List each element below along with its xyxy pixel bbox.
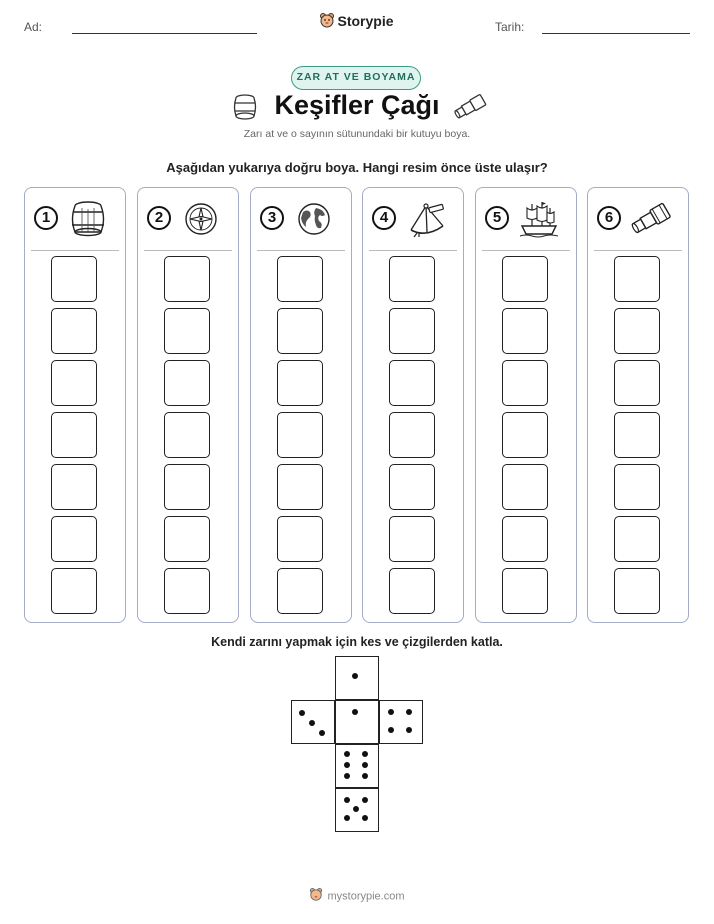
color-box[interactable] [277, 464, 323, 510]
dice-face-1 [335, 700, 379, 744]
dice-pip [344, 815, 350, 821]
dice-pip [309, 720, 315, 726]
color-box[interactable] [51, 464, 97, 510]
page-subtitle: Zarı at ve o sayının sütunundaki bir kutuyu boya. [243, 128, 471, 140]
color-box[interactable] [614, 516, 660, 562]
dice-pip [362, 773, 368, 779]
storypie-bear-icon [309, 888, 323, 905]
storypie-bear-icon [320, 13, 334, 32]
color-box[interactable] [614, 360, 660, 406]
color-box[interactable] [502, 412, 548, 458]
dice-face-1 [335, 656, 379, 700]
column-divider [369, 250, 457, 251]
barrel-icon [67, 200, 109, 238]
color-box[interactable] [164, 568, 210, 614]
color-box[interactable] [614, 256, 660, 302]
dice-pip [362, 815, 368, 821]
dice-face-3 [291, 700, 335, 744]
dice-pip [344, 773, 350, 779]
dice-face-4 [379, 700, 423, 744]
telescope-icon [630, 200, 672, 238]
color-box[interactable] [277, 412, 323, 458]
sextant-icon [405, 200, 447, 238]
dice-face-6 [335, 744, 379, 788]
color-box[interactable] [389, 308, 435, 354]
column-divider [257, 250, 345, 251]
dice-face-5 [335, 788, 379, 832]
telescope-icon [453, 93, 487, 121]
dice-pip [406, 709, 412, 715]
color-box[interactable] [164, 464, 210, 510]
color-box[interactable] [389, 256, 435, 302]
dice-pip [406, 727, 412, 733]
column-number: 6 [597, 206, 621, 230]
dice-pip [388, 727, 394, 733]
dice-pip [352, 673, 358, 679]
ship-icon [518, 200, 560, 238]
color-box[interactable] [164, 360, 210, 406]
color-box[interactable] [502, 308, 548, 354]
column-divider [31, 250, 119, 251]
footer-url[interactable]: mystorypie.com [327, 890, 405, 903]
color-box[interactable] [502, 568, 548, 614]
dice-pip [344, 797, 350, 803]
dice-pip [388, 709, 394, 715]
color-box[interactable] [277, 568, 323, 614]
color-box[interactable] [389, 412, 435, 458]
column-divider [482, 250, 570, 251]
color-box[interactable] [51, 412, 97, 458]
color-box[interactable] [51, 308, 97, 354]
color-box[interactable] [277, 360, 323, 406]
color-box[interactable] [51, 516, 97, 562]
color-box[interactable] [277, 516, 323, 562]
dice-pip [362, 797, 368, 803]
color-box[interactable] [164, 516, 210, 562]
color-box[interactable] [51, 360, 97, 406]
column-number: 3 [260, 206, 284, 230]
color-box[interactable] [277, 256, 323, 302]
activity-badge: ZAR AT VE BOYAMA [291, 66, 421, 90]
color-box[interactable] [614, 308, 660, 354]
color-box[interactable] [614, 464, 660, 510]
color-box[interactable] [389, 360, 435, 406]
globe-icon [293, 200, 335, 238]
color-box[interactable] [502, 360, 548, 406]
footer [0, 888, 714, 905]
color-box[interactable] [502, 256, 548, 302]
compass-icon [180, 200, 222, 238]
color-box[interactable] [164, 308, 210, 354]
brand-name: Storypie [337, 13, 394, 30]
column-number: 4 [372, 206, 396, 230]
dice-instruction: Kendi zarını yapmak için kes ve çizgilerden katla. [211, 635, 503, 649]
column-divider [144, 250, 232, 251]
page-title: Keşifler Çağı [274, 90, 440, 120]
color-box[interactable] [389, 464, 435, 510]
color-box[interactable] [614, 412, 660, 458]
color-box[interactable] [502, 464, 548, 510]
color-box[interactable] [164, 412, 210, 458]
column-6 [587, 187, 689, 623]
column-5 [475, 187, 577, 623]
column-1 [24, 187, 126, 623]
coloring-instruction: Aşağıdan yukarıya doğru boya. Hangi resim önce üste ulaşır? [166, 160, 548, 175]
column-4 [362, 187, 464, 623]
color-box[interactable] [502, 516, 548, 562]
name-label: Ad: [24, 20, 43, 34]
dice-pip [344, 762, 350, 768]
column-divider [594, 250, 682, 251]
dice-pip [319, 730, 325, 736]
column-3 [250, 187, 352, 623]
color-box[interactable] [614, 568, 660, 614]
column-number: 5 [485, 206, 509, 230]
column-number: 2 [147, 206, 171, 230]
dice-pip [362, 751, 368, 757]
dice-pip [352, 709, 358, 715]
color-box[interactable] [389, 568, 435, 614]
color-box[interactable] [51, 256, 97, 302]
date-line[interactable] [542, 33, 690, 34]
column-2 [137, 187, 239, 623]
dice-pip [362, 762, 368, 768]
name-line[interactable] [72, 33, 257, 34]
color-box[interactable] [389, 516, 435, 562]
column-number: 1 [34, 206, 58, 230]
brand-logo [0, 13, 714, 32]
color-box[interactable] [277, 308, 323, 354]
color-box[interactable] [51, 568, 97, 614]
color-box[interactable] [164, 256, 210, 302]
date-label: Tarih: [495, 20, 525, 34]
dice-pip [353, 806, 359, 812]
dice-pip [344, 751, 350, 757]
dice-pip [299, 710, 305, 716]
